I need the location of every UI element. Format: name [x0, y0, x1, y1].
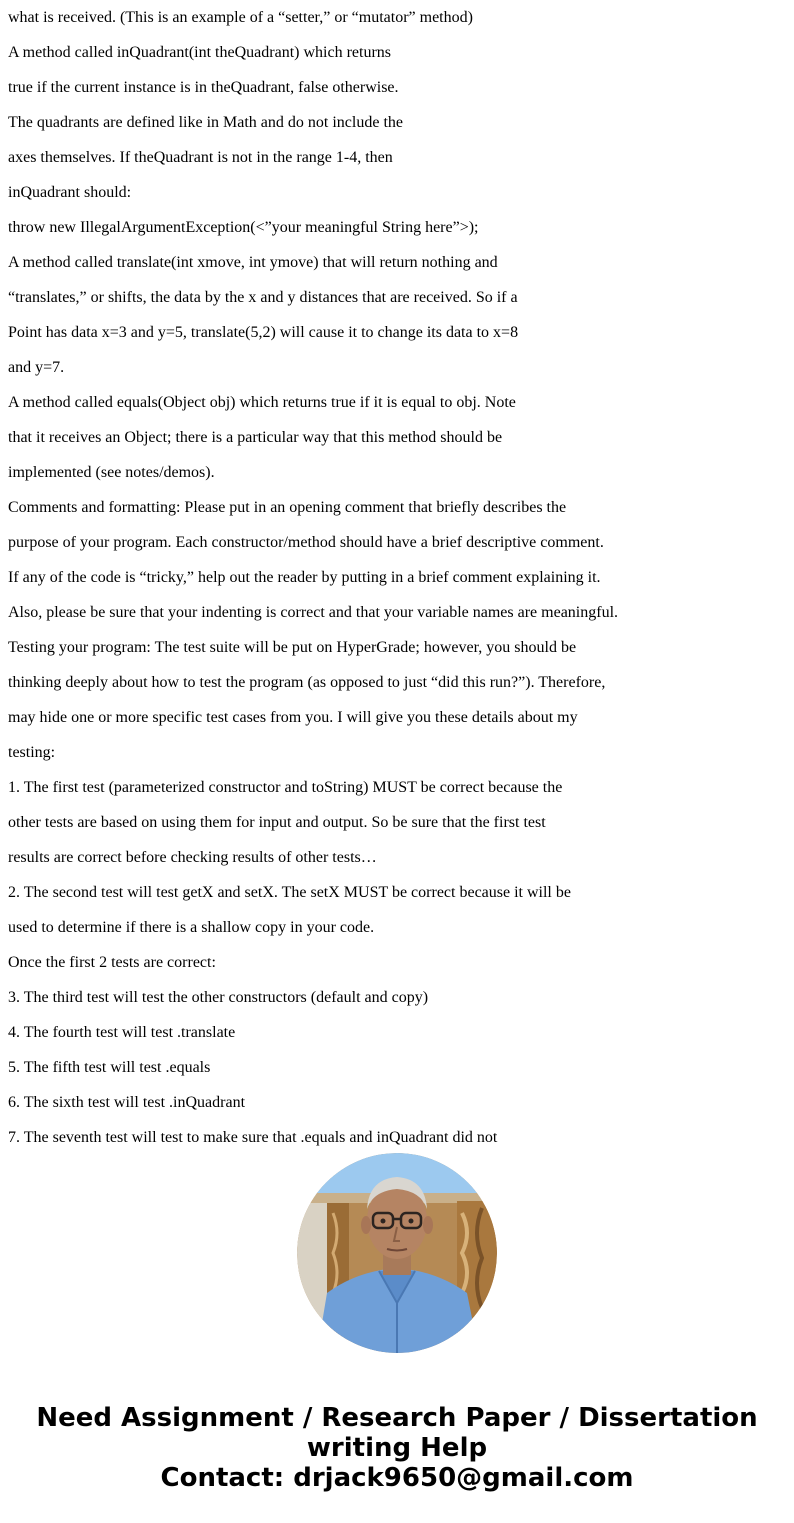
document-line: If any of the code is “tricky,” help out the reader by putting in a brief comment explaining it.: [8, 569, 601, 586]
document-line: implemented (see notes/demos).: [8, 464, 215, 481]
person-photo-icon: [297, 1153, 497, 1353]
author-avatar: [297, 1153, 497, 1353]
document-line: testing:: [8, 744, 56, 761]
document-line: other tests are based on using them for input and output. So be sure that the first test: [8, 814, 546, 831]
document-line: may hide one or more specific test cases from you. I will give you these details about my: [8, 709, 578, 726]
document-line: thinking deeply about how to test the program (as opposed to just “did this run?”). Therefore,: [8, 674, 606, 691]
document-line: “translates,” or shifts, the data by the x and y distances that are received. So if a: [8, 289, 518, 306]
document-line: A method called translate(int xmove, int ymove) that will return nothing and: [8, 254, 498, 271]
document-line: A method called equals(Object obj) which returns true if it is equal to obj. Note: [8, 394, 516, 411]
document-line: results are correct before checking results of other tests…: [8, 849, 377, 866]
document-line: The quadrants are defined like in Math and do not include the: [8, 114, 403, 131]
document-line: and y=7.: [8, 359, 65, 376]
banner-contact-email: Contact: drjack9650@gmail.com: [160, 1463, 634, 1493]
document-line: 2. The second test will test getX and setX. The setX MUST be correct because it will be: [8, 884, 571, 901]
document-line: Testing your program: The test suite will be put on HyperGrade; however, you should be: [8, 639, 577, 656]
document-line: A method called inQuadrant(int theQuadrant) which returns: [8, 44, 391, 61]
document-line: used to determine if there is a shallow copy in your code.: [8, 919, 375, 936]
document-line: axes themselves. If theQuadrant is not in the range 1-4, then: [8, 149, 393, 166]
document-line: Also, please be sure that your indenting is correct and that your variable names are meaningful.: [8, 604, 619, 621]
document-line: 1. The first test (parameterized constructor and toString) MUST be correct because the: [8, 779, 563, 796]
document-line: 5. The fifth test will test .equals: [8, 1059, 211, 1076]
banner-line-2: writing Help: [306, 1433, 488, 1463]
document-line: Point has data x=3 and y=5, translate(5,2) will cause it to change its data to x=8: [8, 324, 519, 341]
document-line: 7. The seventh test will test to make sure that .equals and inQuadrant did not: [8, 1129, 498, 1146]
document-line: that it receives an Object; there is a particular way that this method should be: [8, 429, 503, 446]
document-line: 3. The third test will test the other constructors (default and copy): [8, 989, 429, 1006]
document-line: throw new IllegalArgumentException(<”your meaningful String here”>);: [8, 219, 479, 236]
document-line: purpose of your program. Each constructor/method should have a brief descriptive comment.: [8, 534, 604, 551]
document-line: inQuadrant should:: [8, 184, 132, 201]
document-line: Once the first 2 tests are correct:: [8, 954, 216, 971]
document-line: Comments and formatting: Please put in an opening comment that briefly describes the: [8, 499, 567, 516]
contact-banner: [0, 1403, 794, 1493]
document-line: true if the current instance is in theQuadrant, false otherwise.: [8, 79, 399, 96]
document-line: 6. The sixth test will test .inQuadrant: [8, 1094, 246, 1111]
banner-line-1: Need Assignment / Research Paper / Dissertation: [36, 1403, 758, 1433]
document-line: 4. The fourth test will test .translate: [8, 1024, 236, 1041]
document-line: what is received. (This is an example of a “setter,” or “mutator” method): [8, 9, 473, 26]
document-body: [8, 0, 788, 1155]
